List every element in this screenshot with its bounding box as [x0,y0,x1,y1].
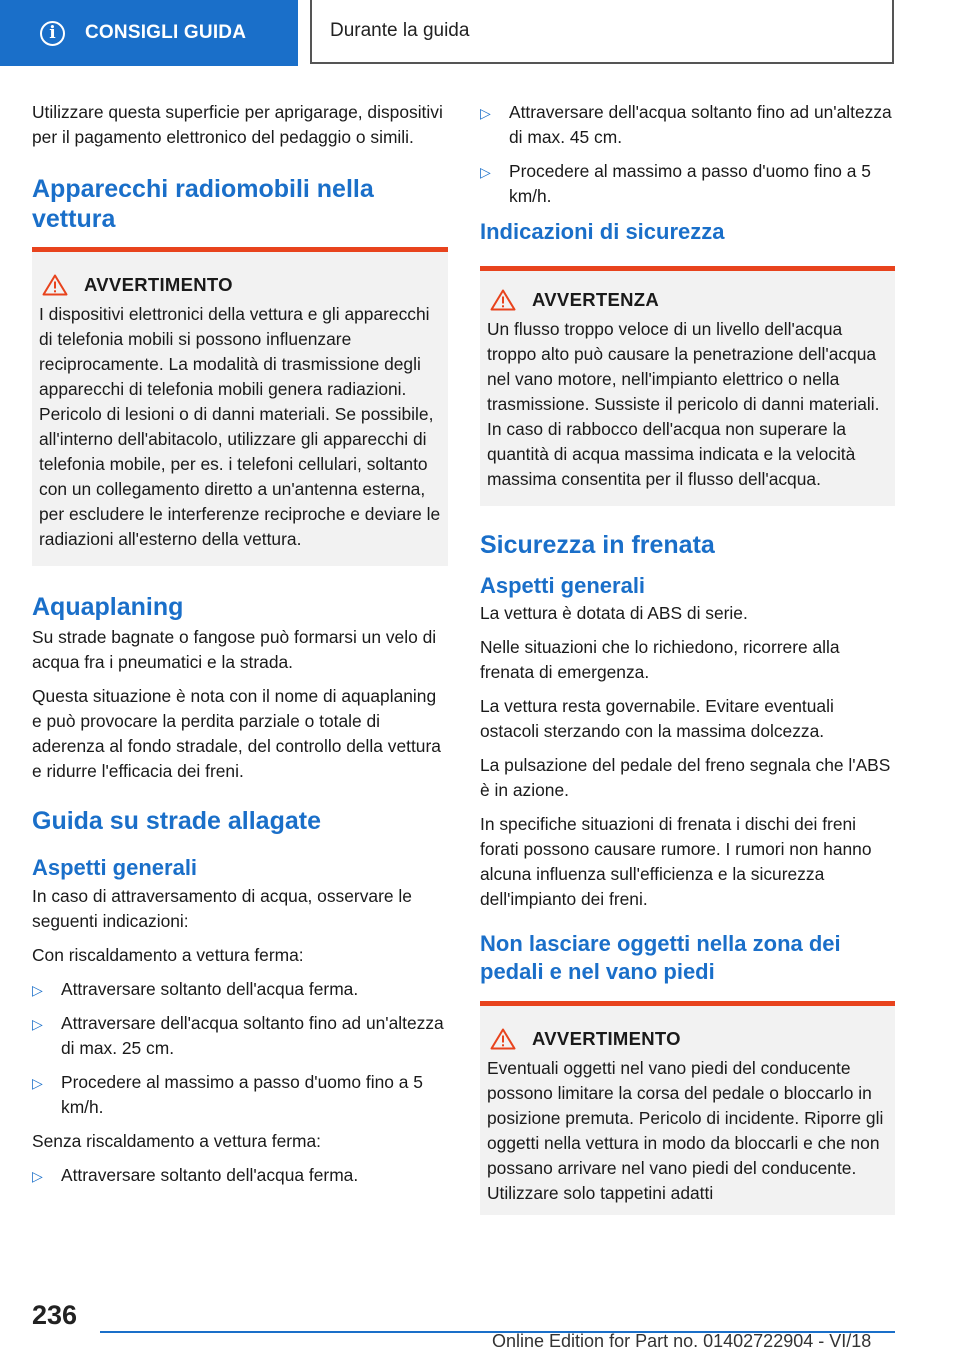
warning-text: Eventuali oggetti nel vano piedi del conducente possono limitare la corsa del pedale o bloccarlo in posizione premuta. Pericolo di incidente. Riporre gli oggetti nella vettura in modo da bloccarli e che non possano arrivare nel vano piedi del conducente. Utilizzare solo tappetini adatti [487,1058,884,1203]
heading-pedal-area: Non lasciare oggetti nella zona dei pedali e nel vano piedi [480,931,841,984]
triangle-bullet-icon: ▷ [32,1168,43,1184]
triangle-bullet-icon: ▷ [32,1016,43,1032]
heading-safety: Indicazioni di sicurezza [480,219,725,244]
braking-paragraph-3: La vettura resta governabile. Evitare eventuali ostacoli sterzando con la massima dolcezza. [480,696,834,741]
warning-text: Un flusso troppo veloce di un livello dell'acqua troppo alto può causare la penetrazione dell'acqua nel vano motore, nell'impianto elettrico o nella trasmissione. Sussiste il pericolo di danni materiali. In caso di rabbocco dell'acqua non superare la quantità di acqua massima indicata e la velocità massima consentita per il flusso dell'acqua. [487,319,880,489]
triangle-bullet-icon: ▷ [480,105,491,121]
braking-paragraph-1: La vettura è dotata di ABS di serie. [480,603,748,623]
list-item: ▷ Attraversare soltanto dell'acqua ferma. [32,977,448,1002]
warning-triangle-icon [490,1028,516,1050]
braking-paragraph-2: Nelle situazioni che lo richiedono, ricorrere alla frenata di emergenza. [480,637,840,682]
warning-triangle-icon [490,289,516,311]
flooded-paragraph-1: In caso di attraversamento di acqua, osservare le seguenti indicazioni: [32,886,412,931]
list-item: ▷ Attraversare dell'acqua soltanto fino ad un'altezza di max. 25 cm. [32,1013,444,1058]
subheading-general: Aspetti generali [32,855,198,880]
flooded-paragraph-2: Con riscaldamento a vettura ferma: [32,945,304,965]
list-item: ▷ Attraversare dell'acqua soltanto fino ad un'altezza di max. 45 cm. [480,102,892,147]
edition-note: Online Edition for Part no. 01402722904 - VI/18 [492,1331,872,1351]
triangle-bullet-icon: ▷ [32,982,43,998]
chapter-box [310,0,894,64]
heading-radio: Apparecchi radiomobili nella vettura [32,175,374,233]
intro-paragraph: Utilizzare questa superficie per aprigarage, dispositivi per il pagamento elettronico del pedaggio o simili. [32,102,443,147]
triangle-bullet-icon: ▷ [32,1075,43,1091]
info-icon: i [40,21,65,46]
right-column [480,100,895,1215]
heading-flooded-roads: Guida su strade allagate [32,807,321,835]
list-unheated-continued [480,100,895,209]
page-header [0,0,960,66]
aquaplaning-paragraph-1: Su strade bagnate o fangose può formarsi un velo di acqua fra i pneumatici e la strada. [32,627,437,672]
triangle-bullet-icon: ▷ [480,164,491,180]
chapter-title: Durante la guida [330,20,470,41]
list-item: ▷ Procedere al massimo a passo d'uomo fino a 5 km/h. [32,1072,423,1117]
list-unheated [32,1163,448,1188]
warning-header [39,274,441,296]
braking-paragraph-5: In specifiche situazioni di frenata i dischi dei freni forati possono causare rumore. I rumori non hanno alcuna influenza sull'efficienza e la sicurezza dell'impianto dei freni. [480,814,872,909]
heading-aquaplaning: Aquaplaning [32,593,184,621]
list-heated [32,977,448,1120]
warning-header [487,1028,888,1050]
heading-braking-safety: Sicurezza in frenata [480,531,715,559]
page-number: 236 [32,1300,78,1330]
warning-text: I dispositivi elettronici della vettura e gli apparecchi di telefonia mobili si possono influenzare reciprocamente. La modalità di trasmissione degli apparecchi di telefonia mobili genera radiazioni. Pericolo di lesioni o di danni materiali. Se possibile, all'interno dell'abitacolo, utilizzare gli apparecchi di telefonia mobile, per es. i telefoni cellulari, soltanto con un collegamento diretto a un'antenna esterna, per escludere le interferenze reciproche e deviare le radiazioni all'esterno della vettura. [39,304,441,549]
aquaplaning-paragraph-2: Questa situazione è nota con il nome di aquaplaning e può provocare la perdita parziale o totale di aderenza al fondo stradale, del controllo della vettura e ridurre l'efficacia dei freni. [32,686,441,781]
warning-title: AVVERTENZA [532,289,660,310]
left-column [32,100,448,1197]
warning-title: AVVERTIMENTO [84,274,233,295]
subheading-general: Aspetti generali [480,573,646,598]
list-item: ▷ Procedere al massimo a passo d'uomo fino a 5 km/h. [480,161,871,206]
warning-triangle-icon [42,274,68,296]
braking-paragraph-4: La pulsazione del pedale del freno segnala che l'ABS è in azione. [480,755,891,800]
warning-header [487,289,888,311]
warning-box-radio [32,247,448,566]
warning-box-pedals [480,1001,895,1215]
list-item: ▷ Attraversare soltanto dell'acqua ferma. [32,1163,448,1188]
warning-title: AVVERTIMENTO [532,1028,681,1049]
section-label: CONSIGLI GUIDA [85,22,247,43]
section-tab [0,0,298,66]
warning-box-water [480,266,895,506]
flooded-paragraph-3: Senza riscaldamento a vettura ferma: [32,1131,322,1151]
